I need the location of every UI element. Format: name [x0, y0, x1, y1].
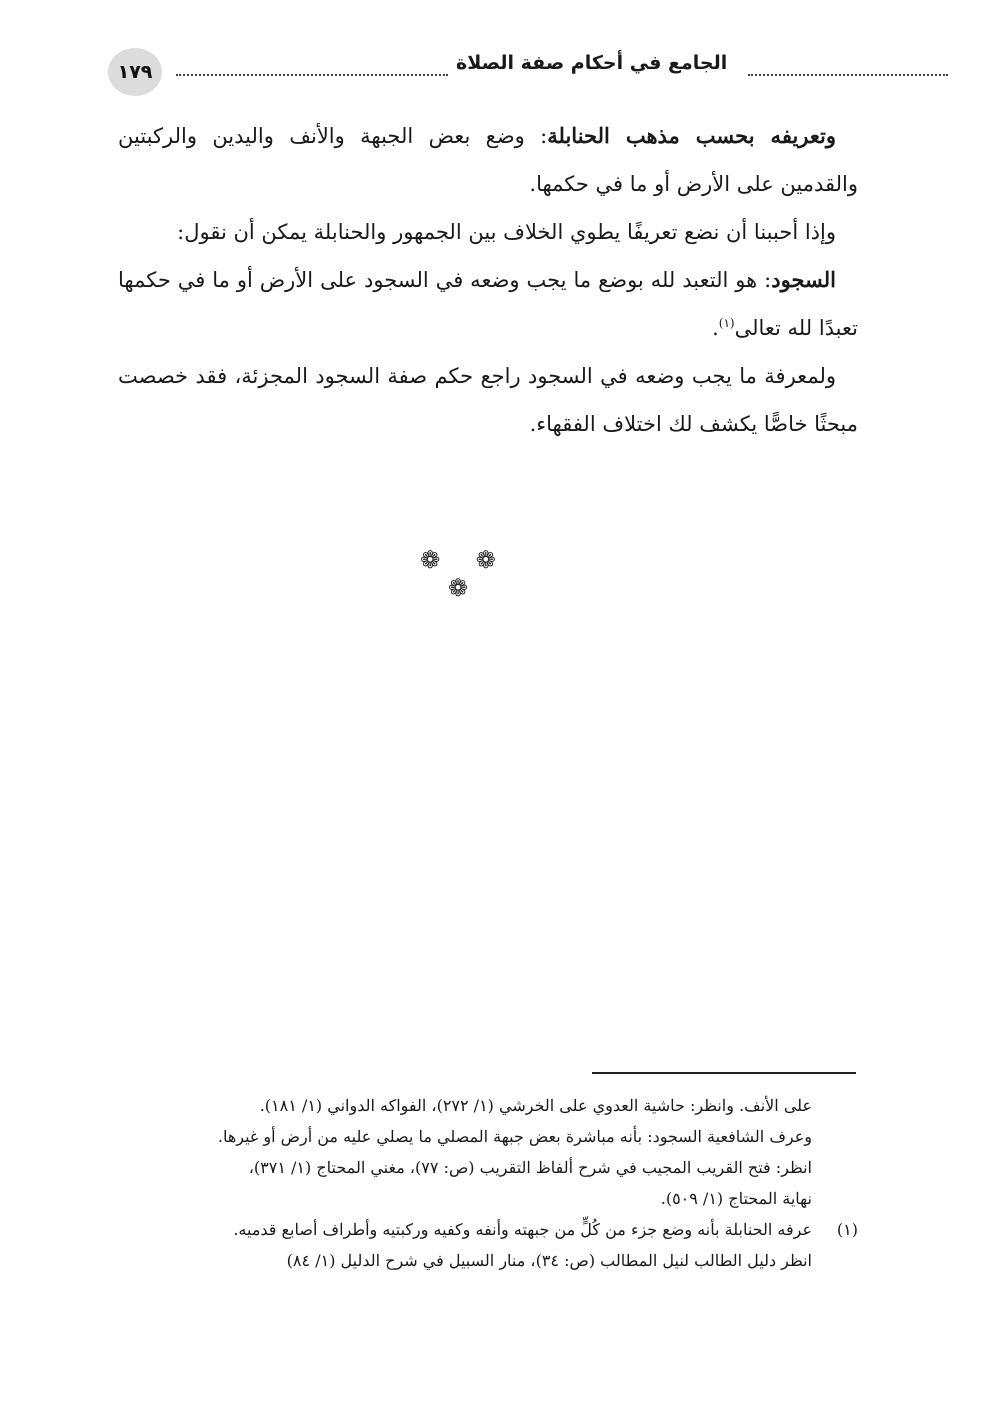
paragraph-text: : وضع بعض الجبهة والأنف واليدين والركبتين والقدمين على الأرض أو ما في حكمها. [118, 124, 858, 196]
bold-term: وتعريفه بحسب مذهب الحنابلة [547, 123, 836, 148]
header-dotted-rule-left [176, 64, 448, 76]
paragraph-text: : هو التعبد لله بوضع ما يجب وضعه في السجود على الأرض أو ما في حكمها تعبدًا لله تعالى [118, 268, 858, 340]
footnote-line: على الأنف. وانظر: حاشية العدوي على الخرشي (١/ ٢٧٢)، الفواكه الدواني (١/ ١٨١). [259, 1096, 812, 1115]
section-separator-ornament: ❁ ❁ ❁ [420, 546, 510, 602]
footnote-continued [118, 1090, 858, 1214]
footnote-1 [118, 1214, 858, 1276]
footnotes [118, 1090, 858, 1276]
paragraph-combined-definition-intro [118, 208, 858, 256]
paragraph-see-also [118, 352, 858, 448]
paragraph-sujood-definition [118, 256, 858, 352]
paragraph-text: وإذا أحببنا أن نضع تعريفًا يطوي الخلاف بين الجمهور والحنابلة يمكن أن نقول: [177, 220, 836, 244]
paragraph-text: ولمعرفة ما يجب وضعه في السجود راجع حكم صفة السجود المجزئة، فقد خصصت مبحثًا خاصًّا يكشف لك اختلاف الفقهاء. [118, 364, 858, 436]
bold-term: السجود [771, 267, 836, 292]
main-text [118, 112, 858, 448]
footnote-line: عرفه الحنابلة بأنه وضع جزء من كُلٍّ من جبهته وأنفه وكفيه وركبتيه وأطراف أصابع قدميه. [233, 1220, 812, 1239]
running-title: الجامع في أحكام صفة الصلاة [456, 52, 728, 74]
footnote-line: نهاية المحتاج (١/ ٥٠٩). [660, 1189, 812, 1208]
footnote-line: انظر: فتح القريب المجيب في شرح ألفاظ التقريب (ص: ٧٧)، مغني المحتاج (١/ ٣٧١)، [248, 1158, 812, 1177]
footnote-reference[interactable]: (١) [718, 316, 735, 330]
footnote-line: انظر دليل الطالب لنيل المطالب (ص: ٣٤)، منار السبيل في شرح الدليل (١/ ٨٤) [286, 1251, 812, 1270]
footnote-number: (١) [836, 1220, 858, 1239]
footnote-rule [592, 1072, 856, 1074]
page-number: ١٧٩ [108, 48, 162, 96]
paragraph-hanbali-definition [118, 112, 858, 208]
header-dotted-rule-right [748, 64, 948, 76]
paragraph-end: . [712, 316, 719, 340]
footnote-line: وعرف الشافعية السجود: بأنه مباشرة بعض جبهة المصلي ما يصلي عليه من أرض أو غيرها. [217, 1127, 812, 1146]
page-header [108, 46, 848, 96]
